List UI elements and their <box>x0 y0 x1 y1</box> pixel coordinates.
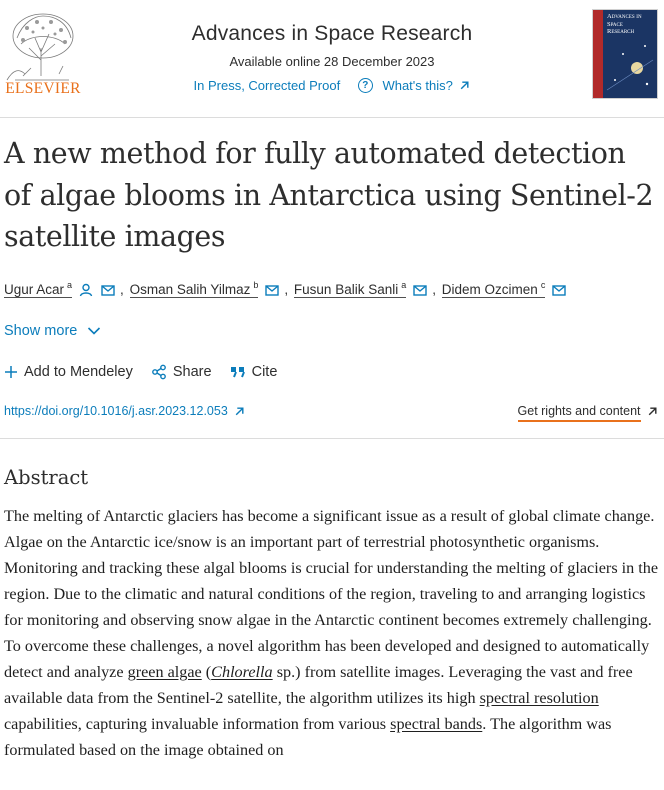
plus-icon <box>4 365 18 379</box>
article-header <box>0 0 664 110</box>
cite-button[interactable]: Cite <box>230 364 278 380</box>
show-more-label: Show more <box>4 323 78 339</box>
topic-link[interactable]: green algae <box>127 663 202 681</box>
email-icon[interactable] <box>100 282 116 298</box>
abstract-text: The melting of Antarctic glaciers has become a significant issue as a result of global climate change. Algae on the Antarctic ice/snow is an important part of terrestrial photosynthetic organisms. Monitoring and tracking these algal blooms is crucial for understanding the melting of glaciers in the region. Due to the climatic and natural conditions of the region, traveling to and arranging logistics for monitoring and observing snow algae in the Antarctic continent becomes extremely challenging. To overcome these challenges, a novel algorithm has been developed and designed to automatically detect and analyze green algae (Chlorella sp.) from satellite images. Leveraging the vast and free available data from the Sentinel-2 satellite, the algorithm utilizes its high spectral resolution capabilities, capturing invaluable information from various spectral bands. The algorithm was formulated based on the image obtained on <box>4 507 659 759</box>
journal-info <box>100 22 564 93</box>
external-arrow-icon <box>647 406 658 417</box>
journal-cover-image[interactable] <box>592 9 658 99</box>
article-title: A new method for fully automated detection of algae blooms in Antarctica using Sentinel-2 satellite images <box>4 137 654 253</box>
in-press-link[interactable]: In Press, Corrected Proof <box>193 78 341 94</box>
get-rights-label: Get rights and content <box>518 404 641 422</box>
chevron-down-icon <box>87 326 101 336</box>
author-list: Ugur Acar $^a$ , Osman Salih Yilmaz $^b$ , Fusun Balik Sanli $^a$ , Didem Ozcimen $^c$ <box>4 282 567 298</box>
cover-title: Advances in Space Research <box>607 13 642 35</box>
email-icon[interactable] <box>264 282 280 298</box>
share-button[interactable]: Share <box>151 364 212 380</box>
get-rights-link[interactable] <box>518 404 658 418</box>
author-link[interactable]: Didem Ozcimen $^c$ <box>441 280 546 297</box>
share-icon <box>151 364 167 380</box>
topic-link[interactable]: spectral bands <box>390 715 483 733</box>
author-link[interactable]: Ugur Acar $^a$ <box>4 280 73 297</box>
email-icon[interactable] <box>551 282 567 298</box>
external-arrow-icon <box>234 406 245 417</box>
email-icon[interactable] <box>412 282 428 298</box>
section-divider <box>0 438 664 439</box>
abstract-heading: Abstract <box>4 466 89 489</box>
available-online-date: Available online 28 December 2023 <box>229 54 435 69</box>
elsevier-wordmark: ELSEVIER <box>5 80 81 97</box>
doi-link[interactable]: https://doi.org/10.1016/j.asr.2023.12.053 <box>4 404 245 418</box>
author-link[interactable]: Osman Salih Yilmaz $^b$ <box>129 280 259 297</box>
add-to-mendeley-button[interactable]: Add to Mendeley <box>4 364 133 380</box>
author-link[interactable]: Fusun Balik Sanli $^a$ <box>293 280 407 297</box>
article-actions <box>4 364 291 380</box>
whats-this-link[interactable]: What's this? <box>382 78 453 94</box>
quote-icon <box>230 365 246 379</box>
article-status-row <box>100 77 564 93</box>
journal-title[interactable]: Advances in Space Research <box>191 22 473 45</box>
header-divider <box>0 117 664 118</box>
topic-link[interactable]: spectral resolution <box>479 689 599 707</box>
external-arrow-icon <box>459 80 470 91</box>
question-icon[interactable]: ? <box>358 78 373 93</box>
topic-link[interactable]: Chlorella <box>211 663 273 681</box>
person-icon[interactable] <box>78 282 94 298</box>
show-more-button[interactable] <box>4 323 101 339</box>
